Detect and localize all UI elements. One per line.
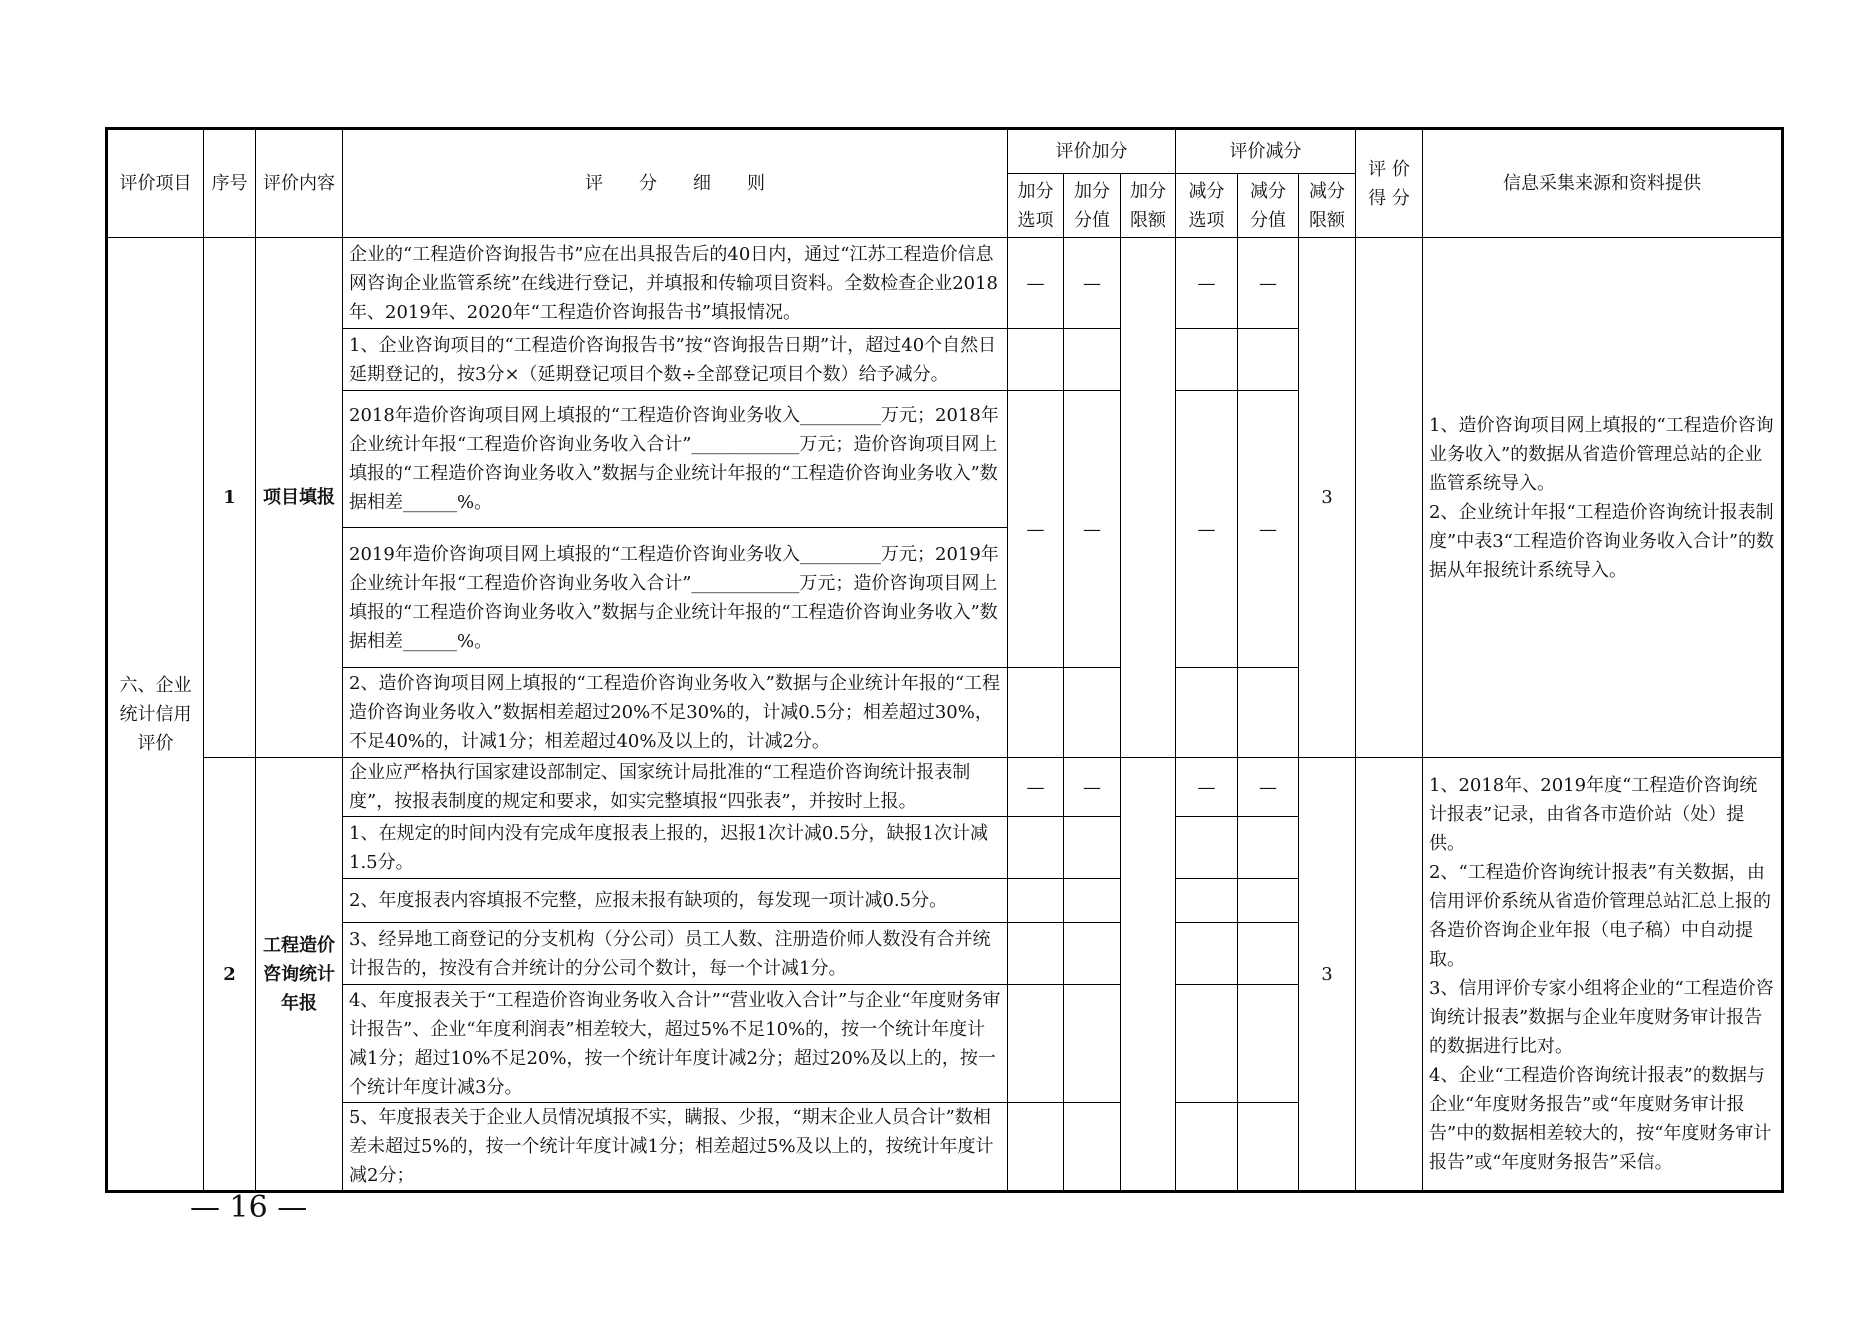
empty-cell <box>1064 879 1121 923</box>
s1-no: 1 <box>204 238 256 758</box>
dash-mark: — <box>1176 238 1238 329</box>
empty-cell <box>1008 985 1064 1103</box>
empty-cell <box>1008 329 1064 391</box>
s1-source-text: 1、造价咨询项目网上填报的“工程造价咨询业务收入”的数据从省造价管理总站的企业监管系统导入。 2、企业统计年报“工程造价咨询统计报表制度”中表3“工程造价咨询业务收入合计”的数据从年报统计系统导入。 <box>1429 414 1775 581</box>
evaluation-table <box>105 127 1784 1193</box>
s1-plus-limit <box>1121 238 1176 758</box>
s2-rule-2: 2、年度报表内容填报不完整，应报未报有缺项的，每发现一项计减0.5分。 <box>343 879 1008 923</box>
empty-cell <box>1064 985 1121 1103</box>
s1-row-intro <box>107 238 1783 329</box>
empty-cell <box>1176 985 1238 1103</box>
dash-mark: — <box>1008 391 1064 668</box>
header-plus-val: 加分分值 <box>1064 174 1121 238</box>
dash-mark: — <box>1238 391 1299 668</box>
header-content: 评价内容 <box>256 129 343 238</box>
s1-minus-limit: 3 <box>1299 238 1356 758</box>
header-minus-lim: 减分限额 <box>1299 174 1356 238</box>
s1-rule-0: 企业的“工程造价咨询报告书”应在出具报告后的40日内，通过“江苏工程造价信息网咨询企业监管系统”在线进行登记，并填报和传输项目资料。全数检查企业2018年、2019年、2020年“工程造价咨询报告书”填报情况。 <box>343 238 1008 329</box>
empty-cell <box>1064 1103 1121 1192</box>
dash-mark: — <box>1064 238 1121 329</box>
empty-cell <box>1176 923 1238 985</box>
dash-mark: — <box>1008 238 1064 329</box>
s2-rule-4: 4、年度报表关于“工程造价咨询业务收入合计”“营业收入合计”与企业“年度财务审计报告”、企业“年度利润表”相差较大，超过5%不足10%的，按一个统计年度计减1分；超过10%不足20%，按一个统计年度计减2分；超过20%及以上的，按一个统计年度计减3分。 <box>343 985 1008 1103</box>
s1-rule-3: 2019年造价咨询项目网上填报的“工程造价咨询业务收入_________万元；2019年企业统计年报“工程造价咨询业务收入合计”____________万元；造价咨询项目网上填报的“工程造价咨询业务收入”数据与企业统计年报的“工程造价咨询业务收入”数据相差______%。 <box>343 528 1008 668</box>
empty-cell <box>1238 1103 1299 1192</box>
empty-cell <box>1176 668 1238 758</box>
header-plus-lim: 加分限额 <box>1121 174 1176 238</box>
header-row-1 <box>107 129 1783 174</box>
s2-content: 工程造价咨询统计年报 <box>256 758 343 1192</box>
s1-score <box>1356 238 1423 758</box>
dash-mark: — <box>1238 758 1299 817</box>
page-number: — 16 — <box>190 1190 308 1225</box>
s1-rule-4: 2、造价咨询项目网上填报的“工程造价咨询业务收入”数据与企业统计年报的“工程造价咨询业务收入”数据相差超过20%不足30%的，计减0.5分；相差超过30%，不足40%的，计减1分；相差超过40%及以上的，计减2分。 <box>343 668 1008 758</box>
empty-cell <box>1238 923 1299 985</box>
header-score: 评 价得 分 <box>1356 129 1423 238</box>
header-item: 评价项目 <box>107 129 204 238</box>
empty-cell <box>1176 879 1238 923</box>
empty-cell <box>1238 985 1299 1103</box>
empty-cell <box>1008 668 1064 758</box>
dash-mark: — <box>1008 758 1064 817</box>
category-cell: 六、企业统计信用评价 <box>107 238 204 1192</box>
empty-cell <box>1008 1103 1064 1192</box>
s1-rule-1: 1、企业咨询项目的“工程造价咨询报告书”按“咨询报告日期”计，超过40个自然日延期登记的，按3分×（延期登记项目个数÷全部登记项目个数）给予减分。 <box>343 329 1008 391</box>
empty-cell <box>1008 923 1064 985</box>
empty-cell <box>1064 329 1121 391</box>
s2-plus-limit <box>1121 758 1176 1192</box>
s2-score <box>1356 758 1423 1192</box>
s1-content: 项目填报 <box>256 238 343 758</box>
s1-rule-2: 2018年造价咨询项目网上填报的“工程造价咨询业务收入_________万元；2018年企业统计年报“工程造价咨询业务收入合计”____________万元；造价咨询项目网上填报的“工程造价咨询业务收入”数据与企业统计年报的“工程造价咨询业务收入”数据相差______%。 <box>343 391 1008 528</box>
empty-cell <box>1008 879 1064 923</box>
empty-cell <box>1238 329 1299 391</box>
s2-rule-3: 3、经异地工商登记的分支机构（分公司）员工人数、注册造价师人数没有合并统计报告的，按没有合并统计的分公司个数计，每一个计减1分。 <box>343 923 1008 985</box>
empty-cell <box>1064 817 1121 879</box>
header-minus-group: 评价减分 <box>1176 129 1356 174</box>
header-rules: 评 分 细 则 <box>343 129 1008 238</box>
header-minus-opt: 减分选项 <box>1176 174 1238 238</box>
empty-cell <box>1176 329 1238 391</box>
s2-row-intro <box>107 758 1783 817</box>
s2-minus-limit: 3 <box>1299 758 1356 1192</box>
empty-cell <box>1238 817 1299 879</box>
dash-mark: — <box>1176 391 1238 668</box>
empty-cell <box>1176 817 1238 879</box>
empty-cell <box>1064 668 1121 758</box>
header-source: 信息采集来源和资料提供 <box>1423 129 1783 238</box>
s2-rule-1: 1、在规定的时间内没有完成年度报表上报的，迟报1次计减0.5分，缺报1次计减1.5分。 <box>343 817 1008 879</box>
s2-rule-0: 企业应严格执行国家建设部制定、国家统计局批准的“工程造价咨询统计报表制度”，按报表制度的规定和要求，如实完整填报“四张表”，并按时上报。 <box>343 758 1008 817</box>
dash-mark: — <box>1064 758 1121 817</box>
s2-no: 2 <box>204 758 256 1192</box>
dash-mark: — <box>1064 391 1121 668</box>
empty-cell <box>1176 1103 1238 1192</box>
empty-cell <box>1064 923 1121 985</box>
s2-source-text: 1、2018年、2019年度“工程造价咨询统计报表”记录，由省各市造价站（处）提供。 2、“工程造价咨询统计报表”有关数据，由信用评价系统从省造价管理总站汇总上报的各造价咨询企业年报（电子稿）中自动提取。 3、信用评价专家小组将企业的“工程造价咨询统计报表”数据与企业年度财务审计报告的数据进行比对。 4、企业“工程造价咨询统计报表”的数据与企业“年度财务报告”或“年度财务审计报告”中的数据相差较大的，按“年度财务审计报告”或“年度财务报告”采信。 <box>1429 775 1774 1173</box>
dash-mark: — <box>1238 238 1299 329</box>
header-no: 序号 <box>204 129 256 238</box>
empty-cell <box>1238 668 1299 758</box>
header-plus-group: 评价加分 <box>1008 129 1176 174</box>
s2-rule-5: 5、年度报表关于企业人员情况填报不实，瞒报、少报，“期末企业人员合计”数相差未超过5%的，按一个统计年度计减1分；相差超过5%及以上的，按统计年度计减2分； <box>343 1103 1008 1192</box>
header-plus-opt: 加分选项 <box>1008 174 1064 238</box>
s1-source <box>1423 238 1783 758</box>
s2-source <box>1423 758 1783 1192</box>
empty-cell <box>1238 879 1299 923</box>
header-minus-val: 减分分值 <box>1238 174 1299 238</box>
empty-cell <box>1008 817 1064 879</box>
dash-mark: — <box>1176 758 1238 817</box>
